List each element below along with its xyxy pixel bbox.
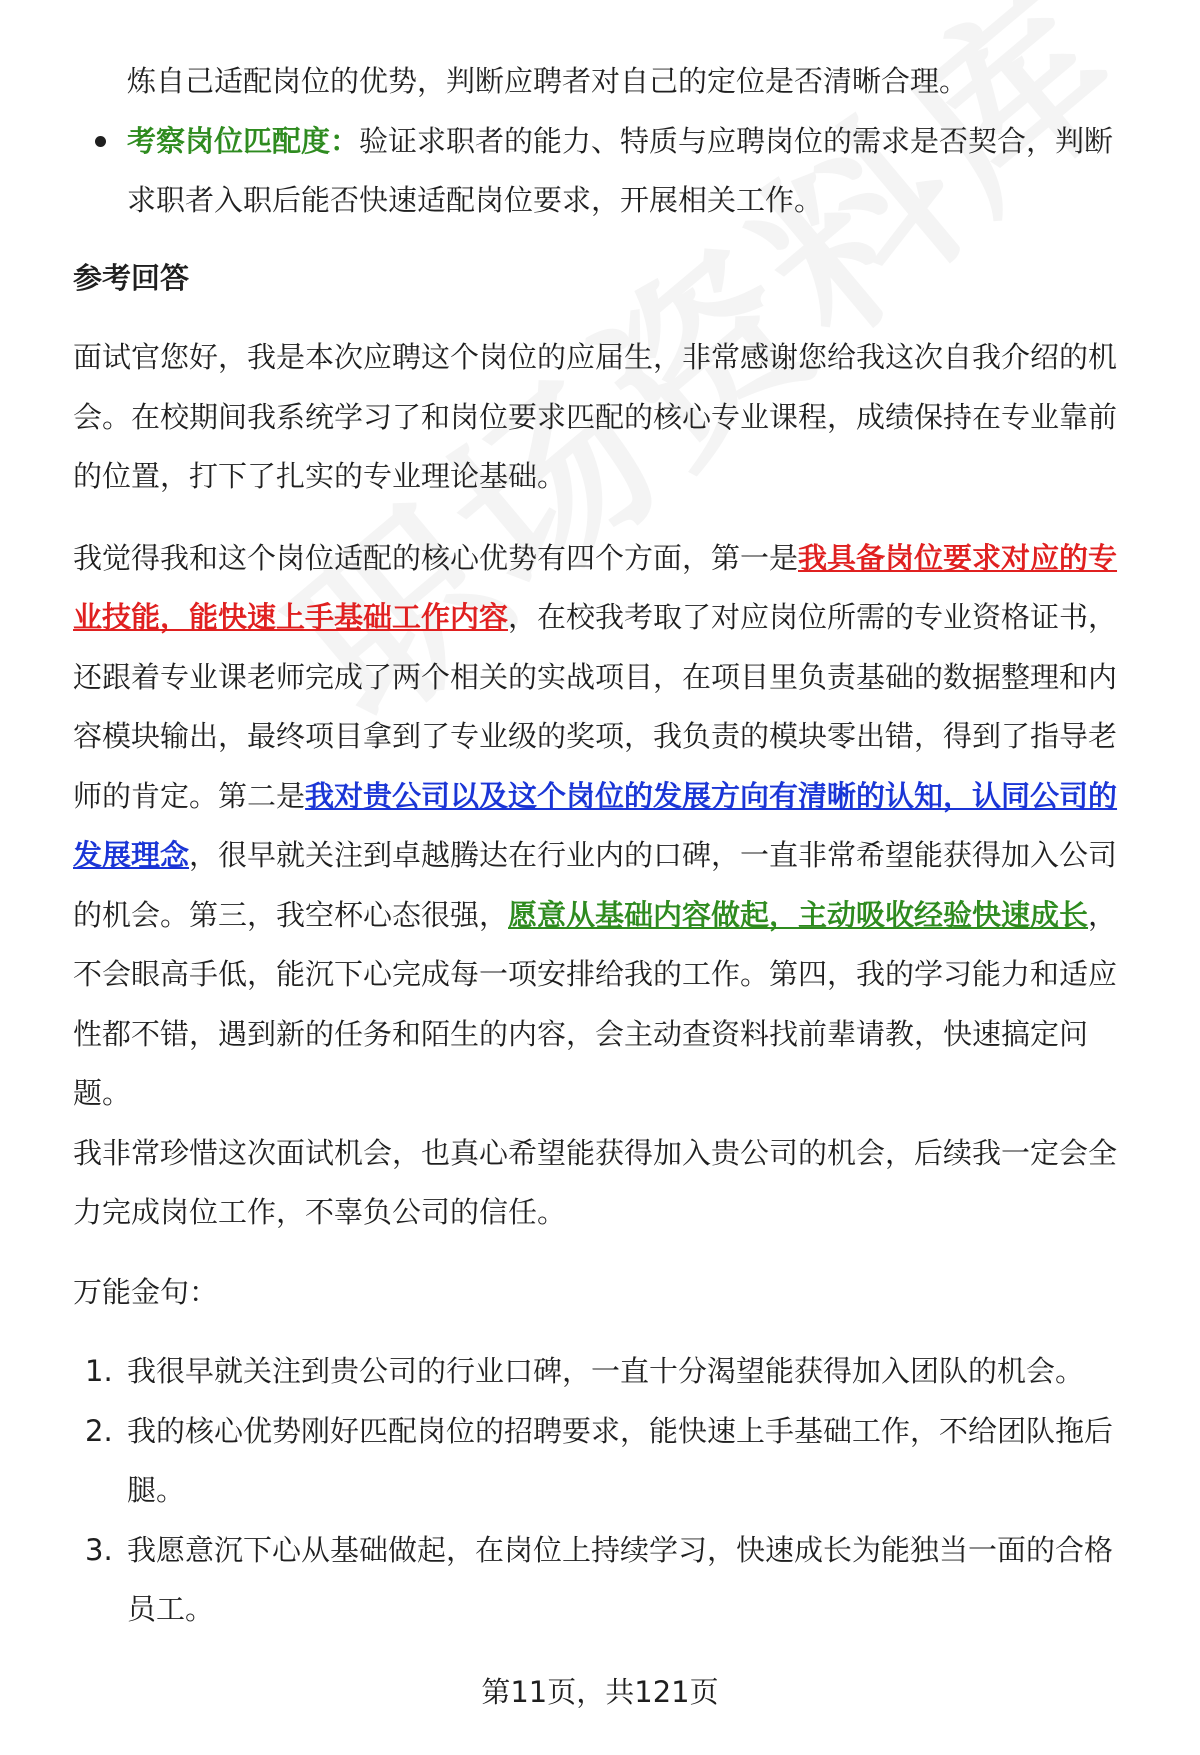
- highlight-red: 我具备岗位要求对应的专: [798, 540, 1118, 575]
- text-span: ，: [1088, 897, 1118, 932]
- text-line: 会。在校期间我系统学习了和岗位要求匹配的核心专业课程，成绩保持在专业靠前: [73, 399, 1118, 434]
- text-span: ，很早就关注到卓越腾达在行业内的口碑，一直非常希望能获得加入公司: [189, 838, 1118, 872]
- list-item: [73, 112, 1149, 231]
- text-line: 我愿意沉下心从基础做起，在岗位上持续学习，快速成长为能独当一面的合格: [127, 1532, 1114, 1567]
- text-line: 我的核心优势刚好匹配岗位的招聘要求，能快速上手基础工作，不给团队拖后: [127, 1413, 1114, 1448]
- text-span: 的机会。第三，我空杯心态很强，: [73, 897, 509, 932]
- bullet-text: 验证求职者的能力、特质与应聘岗位的需求是否契合，判断: [359, 123, 1114, 158]
- bullet-label: 考察岗位匹配度：: [127, 123, 360, 158]
- text-line: 腿。: [127, 1473, 186, 1507]
- text-line: 还跟着专业课老师完成了两个相关的实战项目，在项目里负责基础的数据整理和内: [73, 659, 1118, 694]
- bullet-text: 求职者入职后能否快速适配岗位要求，开展相关工作。: [127, 183, 824, 217]
- text-span: 我觉得我和这个岗位适配的核心优势有四个方面，第一是: [73, 540, 799, 575]
- section-heading: 参考回答: [73, 260, 190, 295]
- highlight-blue: 发展理念: [73, 838, 190, 872]
- paragraph: [73, 328, 1149, 507]
- bullet-dot-icon: [95, 136, 106, 147]
- golden-list: [73, 1342, 1149, 1640]
- text-line: 我非常珍惜这次面试机会，也真心希望能获得加入贵公司的机会，后续我一定会全: [73, 1135, 1118, 1170]
- bullet-continuation: 炼自己适配岗位的优势，判断应聘者对自己的定位是否清晰合理。: [127, 64, 969, 98]
- list-item: [73, 1521, 1149, 1640]
- text-line: 性都不错，遇到新的任务和陌生的内容，会主动查资料找前辈请教，快速搞定问: [73, 1016, 1089, 1051]
- text-line: 我很早就关注到贵公司的行业口碑，一直十分渴望能获得加入团队的机会。: [127, 1354, 1085, 1388]
- golden-title: 万能金句：: [73, 1274, 219, 1309]
- paragraph: [73, 529, 1149, 1243]
- list-number: 1.: [85, 1354, 113, 1388]
- list-item: [73, 1342, 1149, 1402]
- text-line: 容模块输出，最终项目拿到了专业级的奖项，我负责的模块零出错，得到了指导老: [73, 719, 1118, 753]
- document-content: [73, 52, 1149, 1640]
- list-number: 3.: [85, 1532, 113, 1567]
- list-number: 2.: [85, 1413, 113, 1448]
- text-span: ，在校我考取了对应岗位所需的专业资格证书，: [508, 600, 1118, 634]
- text-span: 师的肯定。第二是: [73, 778, 306, 813]
- text-line: 员工。: [127, 1592, 215, 1626]
- page-footer: 第11页，共121页: [481, 1675, 719, 1709]
- text-line: 的位置，打下了扎实的专业理论基础。: [73, 459, 567, 493]
- text-line: 不会眼高手低，能沉下心完成每一项安排给我的工作。第四，我的学习能力和适应: [73, 957, 1118, 991]
- highlight-blue: 我对贵公司以及这个岗位的发展方向有清晰的认知，认同公司的: [305, 778, 1118, 813]
- text-line: 面试官您好，我是本次应聘这个岗位的应届生，非常感谢您给我这次自我介绍的机: [73, 340, 1118, 374]
- text-line: 力完成岗位工作，不辜负公司的信任。: [73, 1195, 567, 1229]
- text-line: 题。: [73, 1076, 132, 1110]
- highlight-green: 愿意从基础内容做起，主动吸收经验快速成长: [508, 897, 1089, 932]
- highlight-red: 业技能，能快速上手基础工作内容: [73, 600, 509, 634]
- list-item: [73, 1402, 1149, 1521]
